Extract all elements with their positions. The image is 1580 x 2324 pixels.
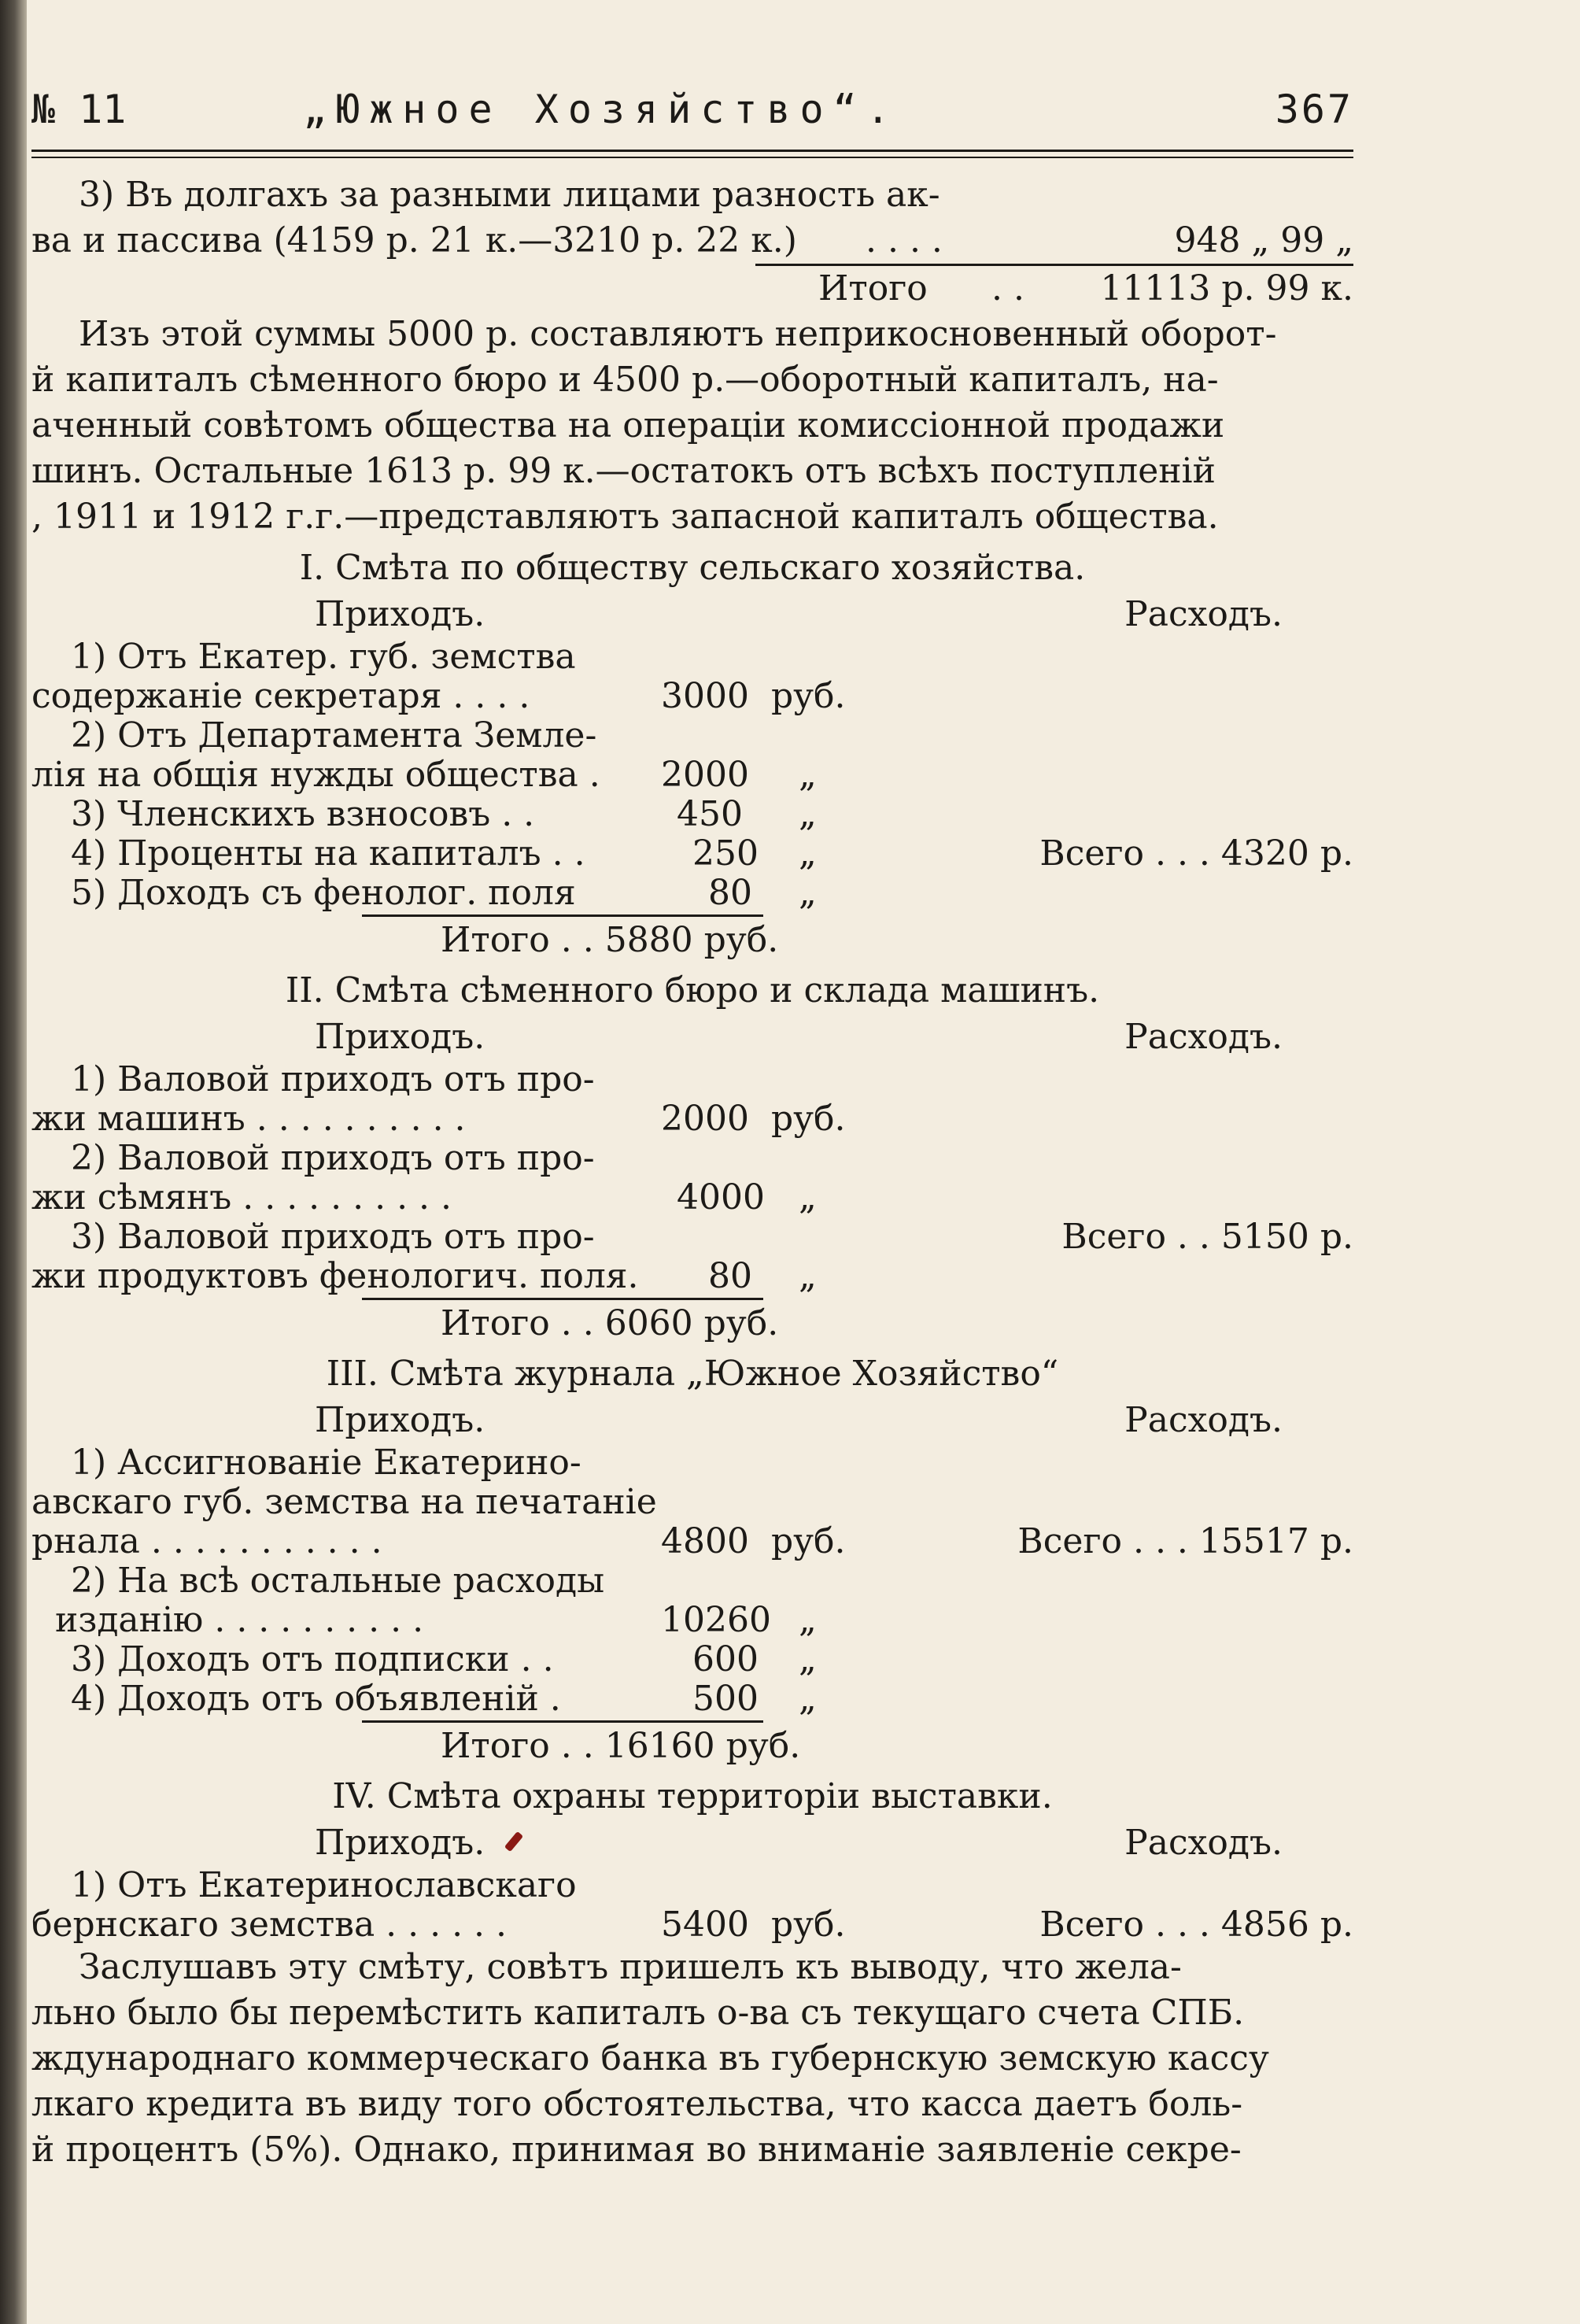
debts-dots: . . . . <box>866 220 943 260</box>
section-total <box>31 1302 1353 1346</box>
ledger-text: 2) Валовой приходъ отъ про- <box>71 1138 595 1178</box>
ledger-text: 1) Валовой приходъ отъ про- <box>71 1059 595 1099</box>
total-value: . . 16160 руб. <box>560 1726 801 1766</box>
ledger-unit: „ <box>799 1256 817 1296</box>
expense-heading: Расходъ. <box>1124 1823 1283 1863</box>
ledger-line <box>31 1679 1353 1719</box>
paragraph-conclusion <box>31 1945 1353 2173</box>
paragraph-line: аченный совѣтомъ общества на операціи комиссіонной продажи <box>31 405 1225 445</box>
debts-text: ва и пассива (4159 р. 21 к.—3210 р. 22 к.) <box>31 220 797 260</box>
ledger-amount: 2000 <box>661 1099 749 1139</box>
ledger-amount: 5400 <box>661 1905 749 1945</box>
paragraph-line: лкаго кредита въ виду того обстоятельства, что касса даетъ боль- <box>31 2084 1243 2124</box>
ledger-line <box>31 756 1353 795</box>
book-gutter <box>0 0 27 2324</box>
pen-mark <box>504 1831 523 1852</box>
ledger-text: 3) Членскихъ взносовъ . . <box>71 794 535 834</box>
section-rule <box>362 1298 763 1300</box>
ledger-amount: 450 <box>677 794 743 834</box>
section-heads <box>31 1014 1353 1060</box>
section-rule <box>362 914 763 917</box>
ledger-text: жи сѣмянъ . . . . . . . . . . <box>31 1177 452 1217</box>
top-total <box>31 266 1353 312</box>
ledger-line <box>31 1099 1353 1139</box>
estimate-section-3 <box>31 1350 1353 1768</box>
expense-heading: Расходъ. <box>1124 1017 1283 1057</box>
ledger-unit: руб. <box>771 1905 846 1945</box>
ledger-text: 1) Отъ Екатер. губ. земства <box>71 637 576 677</box>
ledger-line <box>31 1178 1353 1217</box>
estimate-section-2 <box>31 967 1353 1346</box>
ledger-unit: „ <box>799 755 817 795</box>
ledger-text: 2) На всѣ остальные расходы <box>71 1561 605 1601</box>
running-header <box>31 71 1353 150</box>
paragraph-line: й капиталъ сѣменного бюро и 4500 р.—оборотный капиталъ, на- <box>31 360 1219 400</box>
section-total <box>31 1724 1353 1768</box>
ledger-line <box>31 716 1353 756</box>
ledger-line <box>31 677 1353 716</box>
section-title: I. Смѣта по обществу сельскаго хозяйства. <box>299 548 1086 588</box>
top-total-dots: . . <box>991 268 1024 309</box>
estimate-section-4 <box>31 1773 1353 1945</box>
paragraph-capital <box>31 312 1353 540</box>
paragraph-line: льно было бы перемѣстить капиталъ о-ва съ текущаго счета СПБ. <box>31 1993 1245 2033</box>
total-label: Итого <box>441 1303 550 1343</box>
total-value: . . 5880 руб. <box>560 920 779 960</box>
ledger-unit: руб. <box>771 676 846 716</box>
top-total-value: 11113 р. 99 к. <box>1100 268 1353 309</box>
journal-title: „Южное Хозяйство“. <box>303 87 899 132</box>
ledger-amount: 600 <box>692 1639 759 1679</box>
ledger-unit: „ <box>799 833 817 874</box>
paragraph-line: ждународнаго коммерческаго банка въ губернскую земскую кассу <box>31 2038 1269 2078</box>
ledger-amount: 2000 <box>661 755 749 795</box>
ledger-unit: „ <box>799 1177 817 1217</box>
top-block <box>31 172 1353 312</box>
debts-line-1: 3) Въ долгахъ за разными лицами разность ак- <box>79 175 940 215</box>
paragraph-line: Заслушавъ эту смѣту, совѣтъ пришелъ къ выводу, что жела- <box>79 1947 1182 1987</box>
paragraph-line: Изъ этой суммы 5000 р. составляютъ неприкосновенный оборот- <box>79 314 1277 354</box>
ledger-line <box>31 874 1353 913</box>
expense-total: Всего . . . 4856 р. <box>1039 1905 1353 1945</box>
ledger-amount: 250 <box>692 833 759 874</box>
income-heading: Приходъ. <box>315 1400 485 1440</box>
ledger-text: 2) Отъ Департамента Земле- <box>71 715 597 756</box>
expense-total: Всего . . 5150 р. <box>1061 1217 1353 1257</box>
ledger-line <box>31 1217 1353 1257</box>
ledger-text: содержаніе секретаря . . . . <box>31 676 530 716</box>
income-heading: Приходъ. <box>315 1017 485 1057</box>
ledger-line <box>31 1866 1353 1905</box>
income-lines <box>31 1060 1353 1296</box>
ledger-line <box>31 1640 1353 1679</box>
ledger-amount: 3000 <box>661 676 749 716</box>
section-total <box>31 918 1353 962</box>
ledger-unit: „ <box>799 794 817 834</box>
section-heads <box>31 1820 1353 1866</box>
ledger-line <box>31 1522 1353 1561</box>
ledger-text: бернскаго земства . . . . . . <box>31 1905 508 1945</box>
issue-number: № 11 <box>31 87 127 132</box>
ledger-unit: „ <box>799 1679 817 1719</box>
ledger-line <box>31 1905 1353 1945</box>
ledger-line <box>31 1483 1353 1522</box>
debts-line-2 <box>31 218 1353 264</box>
header-rule <box>31 150 1353 158</box>
ledger-text: рнала . . . . . . . . . . . <box>31 1521 382 1561</box>
ledger-line <box>31 1139 1353 1178</box>
ledger-text: 3) Валовой приходъ отъ про- <box>71 1217 595 1257</box>
total-value: . . 6060 руб. <box>560 1303 779 1343</box>
income-lines <box>31 637 1353 913</box>
ledger-line <box>31 1060 1353 1099</box>
section-title: III. Смѣта журнала „Южное Хозяйство“ <box>326 1354 1059 1394</box>
debts-amount: 948 „ 99 „ <box>1174 220 1353 260</box>
ledger-text: 4) Проценты на капиталъ . . <box>71 833 585 874</box>
ledger-amount: 4000 <box>677 1177 765 1217</box>
income-heading: Приходъ. <box>315 1823 485 1863</box>
paragraph-line: , 1911 и 1912 г.г.—представляютъ запасной капиталъ общества. <box>31 497 1219 537</box>
ledger-text: лія на общія нужды общества . <box>31 755 600 795</box>
expense-total: Всего . . . 4320 р. <box>1039 833 1353 874</box>
ledger-line <box>31 1443 1353 1483</box>
ledger-line <box>31 637 1353 677</box>
ledger-text: 5) Доходъ съ фенолог. поля <box>71 873 576 913</box>
ledger-amount: 80 <box>708 1256 752 1296</box>
ledger-amount: 500 <box>692 1679 759 1719</box>
ledger-amount: 4800 <box>661 1521 749 1561</box>
income-lines <box>31 1866 1353 1945</box>
ledger-unit: руб. <box>771 1521 846 1561</box>
ledger-text: 4) Доходъ отъ объявленій . <box>71 1679 561 1719</box>
expense-heading: Расходъ. <box>1124 594 1283 634</box>
ledger-text: 1) Ассигнованіе Екатерино- <box>71 1443 581 1483</box>
section-rule <box>362 1720 763 1723</box>
section-title: IV. Смѣта охраны территоріи выставки. <box>332 1776 1053 1816</box>
section-heads <box>31 592 1353 637</box>
paragraph-line: шинъ. Остальные 1613 р. 99 к.—остатокъ отъ всѣхъ поступленій <box>31 451 1216 491</box>
expense-total: Всего . . . 15517 р. <box>1017 1521 1353 1561</box>
journal-page <box>31 71 1353 2173</box>
paragraph-line: й процентъ (5%). Однако, принимая во вниманіе заявленіе секре- <box>31 2130 1242 2170</box>
ledger-line <box>31 795 1353 834</box>
ledger-line <box>31 834 1353 874</box>
income-lines <box>31 1443 1353 1719</box>
section-title: II. Смѣта сѣменного бюро и склада машинъ. <box>285 970 1100 1011</box>
estimate-section-1 <box>31 545 1353 962</box>
section-heads <box>31 1398 1353 1443</box>
ledger-text: 1) Отъ Екатеринославскаго <box>71 1865 577 1905</box>
ledger-text: жи машинъ . . . . . . . . . . <box>31 1099 466 1139</box>
ledger-unit: „ <box>799 1639 817 1679</box>
ledger-line <box>31 1257 1353 1296</box>
page-number: 367 <box>1275 87 1353 132</box>
expense-heading: Расходъ. <box>1124 1400 1283 1440</box>
ledger-text: жи продуктовъ фенологич. поля. <box>31 1256 639 1296</box>
ledger-unit: „ <box>799 873 817 913</box>
ledger-text: изданію . . . . . . . . . . <box>55 1600 424 1640</box>
ledger-text: 3) Доходъ отъ подписки . . <box>71 1639 554 1679</box>
total-label: Итого <box>441 1726 550 1766</box>
ledger-unit: „ <box>799 1600 817 1640</box>
ledger-text: авскаго губ. земства на печатаніе <box>31 1482 657 1522</box>
ledger-unit: руб. <box>771 1099 846 1139</box>
ledger-amount: 80 <box>708 873 752 913</box>
total-label: Итого <box>441 920 550 960</box>
income-heading: Приходъ. <box>315 594 485 634</box>
ledger-amount: 10260 <box>661 1600 771 1640</box>
top-total-label: Итого <box>818 268 928 309</box>
ledger-line <box>31 1561 1353 1601</box>
ledger-line <box>31 1601 1353 1640</box>
